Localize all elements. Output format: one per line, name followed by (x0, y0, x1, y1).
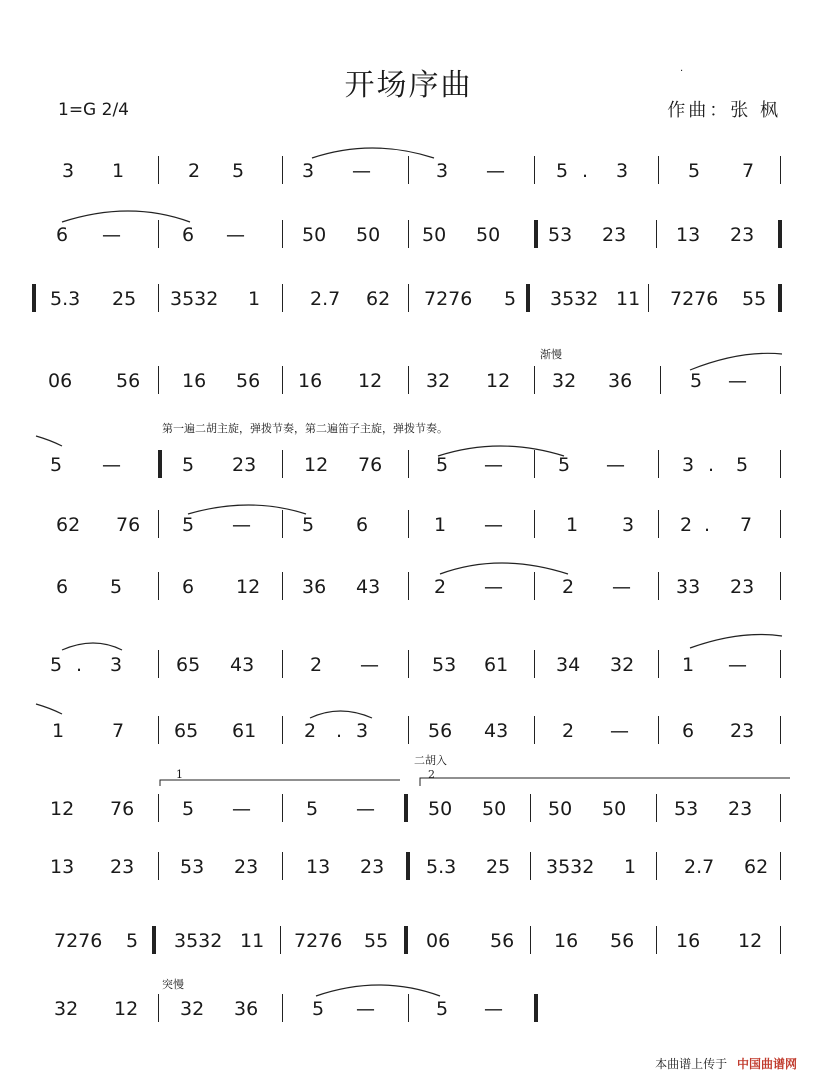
note: 12 (114, 998, 139, 1020)
note: 5 (302, 514, 315, 536)
note: 50 (428, 798, 453, 820)
note: 32 (180, 998, 205, 1020)
note: 16 (554, 930, 579, 952)
note: 1 (624, 856, 637, 878)
note: — (728, 654, 747, 676)
note: 7 (112, 720, 125, 742)
note: 2.7 (310, 288, 341, 310)
note: — (356, 798, 375, 820)
note: 5 (436, 998, 449, 1020)
note: 13 (676, 224, 701, 246)
note: 53 (674, 798, 699, 820)
note: 55 (364, 930, 389, 952)
note: 23 (728, 798, 753, 820)
note: 1 (434, 514, 447, 536)
note: 62 (56, 514, 81, 536)
note: — (610, 720, 629, 742)
note: 7276 (54, 930, 103, 952)
volta-1-label: 1 (176, 768, 183, 781)
note: 53 (432, 654, 457, 676)
note: . (76, 654, 83, 676)
note: 56 (116, 370, 141, 392)
note: — (484, 998, 503, 1020)
note: — (226, 224, 245, 246)
volta-2-label: 2 (428, 768, 435, 781)
note: — (612, 576, 631, 598)
note: 5.3 (50, 288, 81, 310)
composer-credit: 作曲：张 枫 (667, 100, 781, 121)
note: 5 (504, 288, 517, 310)
note: 6 (682, 720, 695, 742)
note: 13 (306, 856, 331, 878)
note: 5 (232, 160, 245, 182)
note: . (336, 720, 343, 742)
note: 33 (676, 576, 701, 598)
note: 6 (356, 514, 369, 536)
note: — (356, 998, 375, 1020)
note: 43 (356, 576, 381, 598)
note: 23 (360, 856, 385, 878)
note: 50 (548, 798, 573, 820)
note: 23 (730, 720, 755, 742)
note: 36 (234, 998, 259, 1020)
note: 11 (240, 930, 265, 952)
note: 2 (310, 654, 323, 676)
note: 43 (230, 654, 255, 676)
note: — (484, 454, 503, 476)
note: 7276 (294, 930, 343, 952)
note: 65 (174, 720, 199, 742)
note: 5 (558, 454, 571, 476)
note: 2 (680, 514, 693, 536)
note: 32 (426, 370, 451, 392)
note: 6 (56, 224, 69, 246)
note: 06 (426, 930, 451, 952)
note: 23 (730, 576, 755, 598)
note: 16 (298, 370, 323, 392)
note: 1 (682, 654, 695, 676)
note: 5 (182, 454, 195, 476)
note: — (360, 654, 379, 676)
note: 5 (126, 930, 139, 952)
note: 56 (428, 720, 453, 742)
footer-credit (655, 1055, 797, 1072)
note: 16 (676, 930, 701, 952)
performance-note: 第一遍二胡主旋，弹拨节奏，第二遍笛子主旋，弹拨节奏。 (162, 422, 448, 435)
note: 1 (248, 288, 261, 310)
note: — (232, 514, 251, 536)
note: 5 (736, 454, 749, 476)
note: 3 (616, 160, 629, 182)
note: 5.3 (426, 856, 457, 878)
note: 3 (436, 160, 449, 182)
note: 5 (110, 576, 123, 598)
note: 5 (312, 998, 325, 1020)
note: 5 (436, 454, 449, 476)
note: 7 (740, 514, 753, 536)
note: 56 (490, 930, 515, 952)
note: 32 (54, 998, 79, 1020)
note: 12 (236, 576, 261, 598)
note: . (708, 454, 715, 476)
note: 1 (566, 514, 579, 536)
note: 5 (182, 798, 195, 820)
note: 5 (50, 654, 63, 676)
note: 5 (690, 370, 703, 392)
note: 23 (110, 856, 135, 878)
note: — (232, 798, 251, 820)
note: 5 (306, 798, 319, 820)
page-title: 开场序曲 (344, 68, 473, 103)
key-signature: 1=G 2/4 (58, 100, 129, 120)
note: — (606, 454, 625, 476)
note: 6 (56, 576, 69, 598)
note: 6 (182, 576, 195, 598)
note: 2 (562, 720, 575, 742)
note: 53 (180, 856, 205, 878)
note: 7276 (424, 288, 473, 310)
note: 1 (112, 160, 125, 182)
note: 1 (52, 720, 65, 742)
erhu-enter-mark: 二胡入 (414, 754, 447, 767)
note: — (352, 160, 371, 182)
note: 36 (608, 370, 633, 392)
note: 55 (742, 288, 767, 310)
note: 11 (616, 288, 641, 310)
note: 56 (236, 370, 261, 392)
note: 7 (742, 160, 755, 182)
note: 13 (50, 856, 75, 878)
gradual-slow-mark: 渐慢 (540, 348, 562, 361)
note: 06 (48, 370, 73, 392)
footer-upload-text: 本曲谱上传于 (655, 1057, 728, 1071)
note: — (102, 224, 121, 246)
note: . (704, 514, 711, 536)
note: 2 (304, 720, 317, 742)
note: 6 (182, 224, 195, 246)
note: 34 (556, 654, 581, 676)
note: 62 (366, 288, 391, 310)
note: 12 (50, 798, 75, 820)
note: 3 (302, 160, 315, 182)
note: 3 (356, 720, 369, 742)
note: 61 (232, 720, 257, 742)
note: 12 (304, 454, 329, 476)
note: 3532 (546, 856, 595, 878)
note: 2 (188, 160, 201, 182)
note: 12 (738, 930, 763, 952)
note: 23 (730, 224, 755, 246)
note: 23 (232, 454, 257, 476)
note: 50 (356, 224, 381, 246)
note: — (484, 514, 503, 536)
note: 2 (434, 576, 447, 598)
note: 5 (556, 160, 569, 182)
note: 3 (110, 654, 123, 676)
note: 12 (358, 370, 383, 392)
note: 62 (744, 856, 769, 878)
note: 61 (484, 654, 509, 676)
note: 23 (234, 856, 259, 878)
note: 50 (482, 798, 507, 820)
note: 50 (302, 224, 327, 246)
note: 32 (610, 654, 635, 676)
note: 3532 (170, 288, 219, 310)
note: 53 (548, 224, 573, 246)
note: — (728, 370, 747, 392)
note: 32 (552, 370, 577, 392)
note: 5 (50, 454, 63, 476)
note: 3 (62, 160, 75, 182)
note: 50 (602, 798, 627, 820)
note: . (582, 160, 589, 182)
note: 50 (476, 224, 501, 246)
note: 12 (486, 370, 511, 392)
note: 25 (112, 288, 137, 310)
note: 76 (358, 454, 383, 476)
note: 16 (182, 370, 207, 392)
note: 25 (486, 856, 511, 878)
corner-dot: · (680, 66, 684, 77)
note: 3 (622, 514, 635, 536)
note: — (484, 576, 503, 598)
note: — (102, 454, 121, 476)
site-logo-text[interactable]: 中国曲谱网 (736, 1057, 797, 1071)
note: 3532 (550, 288, 599, 310)
note: 5 (182, 514, 195, 536)
note: 7276 (670, 288, 719, 310)
note: 50 (422, 224, 447, 246)
note: 3532 (174, 930, 223, 952)
note: 2.7 (684, 856, 715, 878)
note: 43 (484, 720, 509, 742)
note: 76 (116, 514, 141, 536)
sudden-slow-mark: 突慢 (162, 978, 184, 991)
note: 76 (110, 798, 135, 820)
note: 2 (562, 576, 575, 598)
note: 56 (610, 930, 635, 952)
note: 5 (688, 160, 701, 182)
note: — (486, 160, 505, 182)
note: 23 (602, 224, 627, 246)
note: 36 (302, 576, 327, 598)
note: 65 (176, 654, 201, 676)
note: 3 (682, 454, 695, 476)
